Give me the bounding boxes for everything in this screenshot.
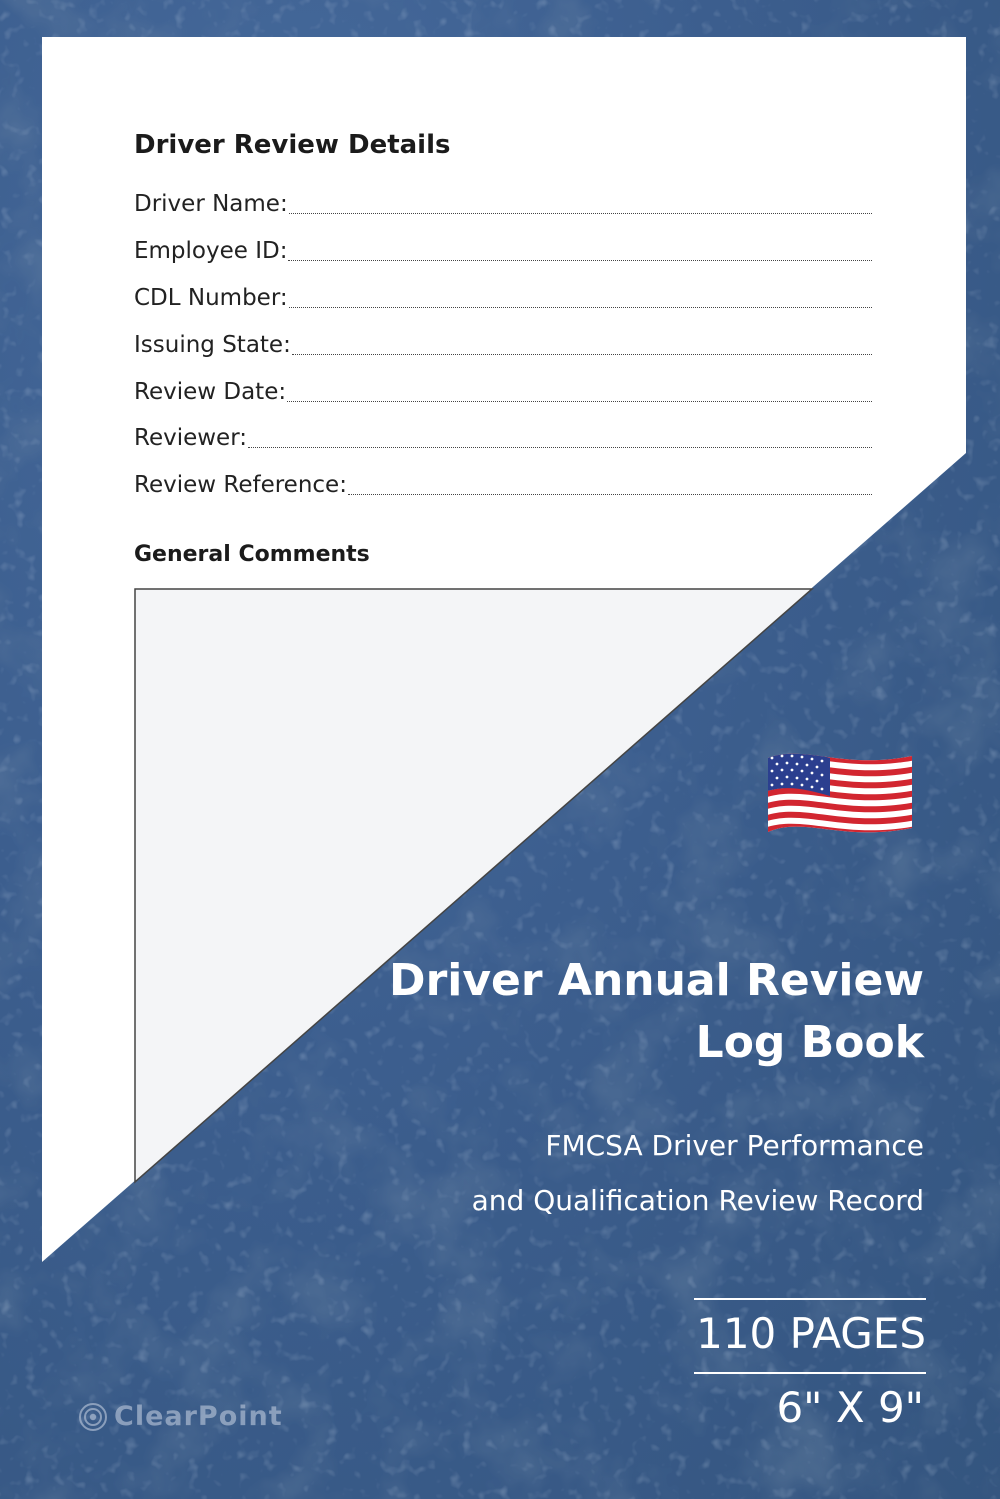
brand-name: ClearPoint: [114, 1401, 283, 1432]
driver-name-field[interactable]: [134, 186, 872, 218]
field-dotted-line: [289, 212, 872, 214]
field-label: CDL Number:: [134, 285, 288, 311]
book-size: 6" X 9": [776, 1383, 924, 1432]
employee-id-field[interactable]: [134, 233, 872, 265]
field-label: Driver Name:: [134, 191, 288, 217]
review-reference-field[interactable]: [134, 467, 872, 499]
cover-subtitle-line-2: and Qualification Review Record: [471, 1184, 924, 1217]
brand-logo: [78, 1401, 283, 1432]
cover-title-line-2: Log Book: [695, 1017, 924, 1068]
field-label: Review Reference:: [134, 472, 347, 498]
field-dotted-line: [292, 353, 872, 355]
page-count: 110 PAGES: [696, 1309, 926, 1358]
review-date-field[interactable]: [134, 374, 872, 406]
page-count-box: [694, 1298, 926, 1374]
field-dotted-line: [287, 400, 872, 402]
reviewer-field[interactable]: [134, 420, 872, 452]
comments-title: General Comments: [134, 542, 370, 567]
field-label: Reviewer:: [134, 425, 248, 451]
field-dotted-line: [289, 306, 872, 308]
cdl-number-field[interactable]: [134, 280, 872, 312]
field-dotted-line: [248, 446, 872, 448]
field-dotted-line: [348, 493, 872, 495]
cover-subtitle-line-1: FMCSA Driver Performance: [545, 1129, 924, 1162]
field-label: Review Date:: [134, 379, 287, 405]
cover-title: [304, 950, 924, 1074]
field-dotted-line: [288, 259, 872, 261]
issuing-state-field[interactable]: [134, 327, 872, 359]
comments-box: [135, 589, 812, 1182]
field-label: Employee ID:: [134, 238, 288, 264]
cover-title-line-1: Driver Annual Review: [389, 955, 924, 1006]
cover-subtitle: [284, 1118, 924, 1228]
target-icon: [78, 1402, 108, 1432]
field-label: Issuing State:: [134, 332, 291, 358]
form-title: Driver Review Details: [134, 130, 451, 160]
us-flag-icon: [764, 748, 916, 848]
